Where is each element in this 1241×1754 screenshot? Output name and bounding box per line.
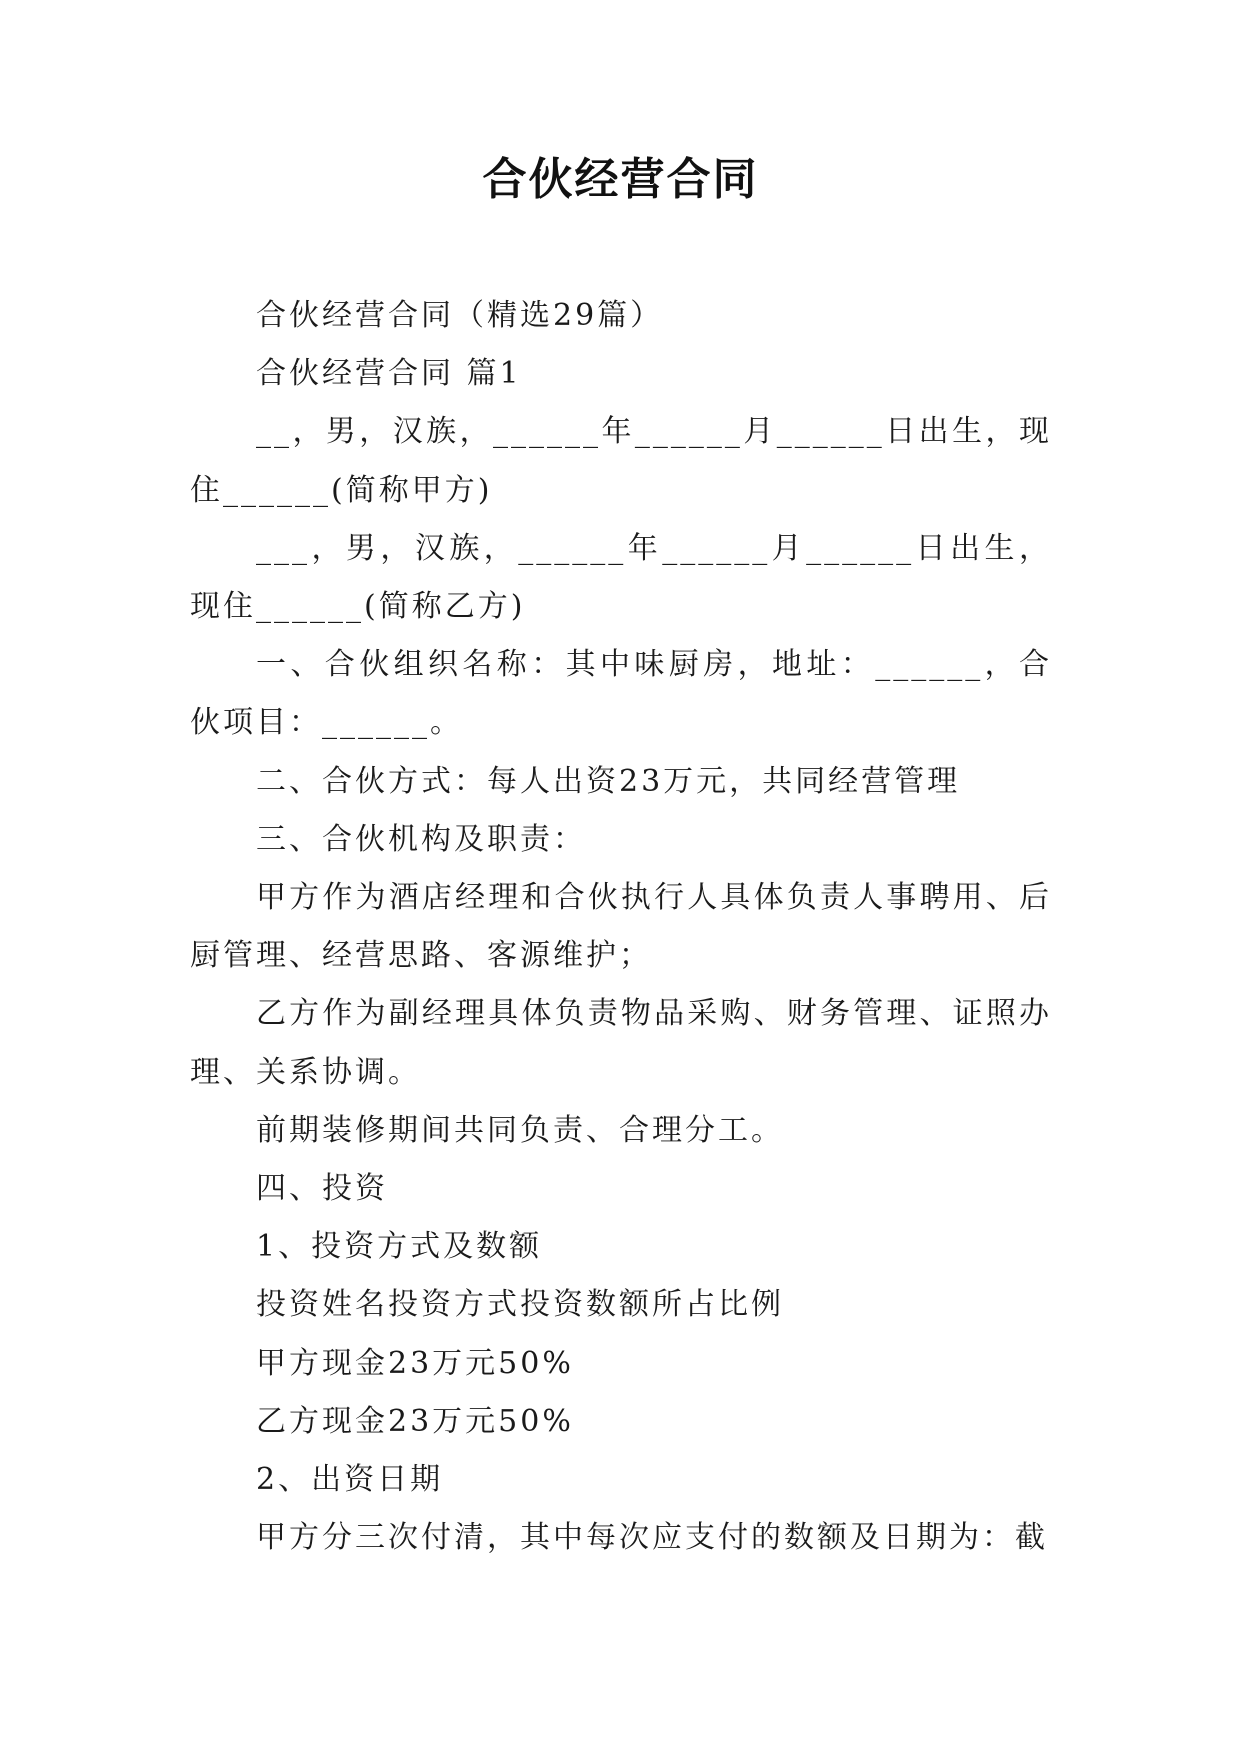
document-body	[190, 287, 1052, 1567]
renovation-paragraph: 前期装修期间共同负责、合理分工。	[256, 1112, 784, 1148]
investment-method-heading: 1、投资方式及数额	[256, 1229, 543, 1265]
investment-row-party-a: 甲方现金23万元50%	[256, 1345, 574, 1381]
investment-table-header: 投资姓名投资方式投资数额所占比例	[256, 1287, 784, 1323]
clause-1-paragraph: 一、合伙组织名称：其中味厨房，地址：______，合伙项目：______。	[190, 647, 1052, 741]
clause-4-heading: 四、投资	[256, 1171, 388, 1207]
clause-3-heading: 三、合伙机构及职责：	[256, 821, 586, 857]
party-a-duties-paragraph: 甲方作为酒店经理和合伙执行人具体负责人事聘用、后厨管理、经营思路、客源维护；	[190, 880, 1052, 974]
party-a-paragraph: __，男，汉族，______年______月______日出生，现住______(简称甲方)	[190, 414, 1052, 508]
clause-2-paragraph: 二、合伙方式：每人出资23万元，共同经营管理	[256, 763, 961, 799]
party-b-paragraph: ___，男，汉族，______年______月______日出生，现住______(简称乙方)	[190, 530, 1052, 625]
party-b-duties-paragraph: 乙方作为副经理具体负责物品采购、财务管理、证照办理、关系协调。	[190, 996, 1052, 1090]
payment-schedule-paragraph: 甲方分三次付清，其中每次应支付的数额及日期为：截	[256, 1520, 1048, 1556]
section-heading: 合伙经营合同 篇1	[256, 356, 522, 392]
investment-row-party-b: 乙方现金23万元50%	[256, 1403, 574, 1439]
subtitle-paragraph: 合伙经营合同（精选29篇）	[256, 298, 664, 333]
contribution-date-heading: 2、出资日期	[256, 1462, 444, 1498]
document-title: 合伙经营合同	[482, 154, 759, 205]
